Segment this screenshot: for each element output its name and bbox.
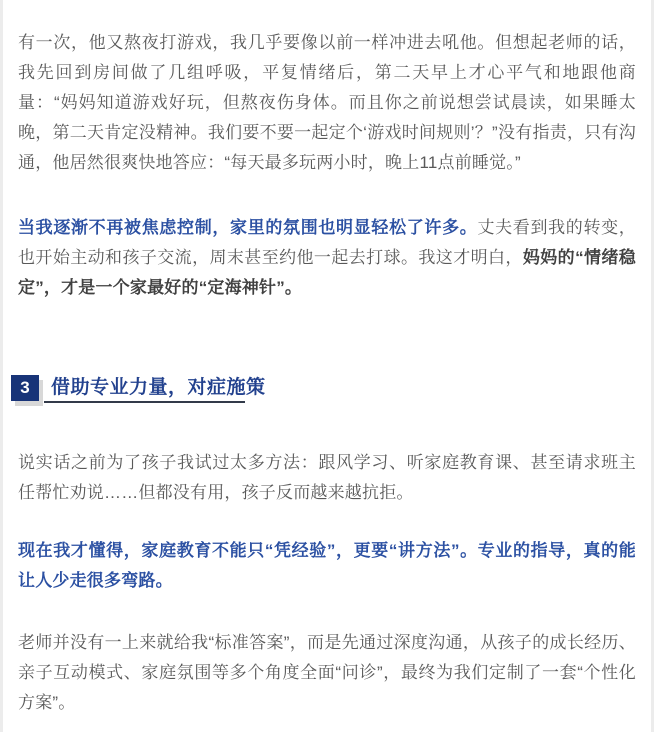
paragraph-tried-many-methods: 说实话之前为了孩子我试过太多方法：跟风学习、听家庭教育课、甚至请求班主任帮忙劝说……但都没有用，孩子反而越来越抗拒。: [18, 453, 636, 502]
article-content: [3, 0, 651, 718]
paragraph-game-rules-story: 有一次，他又熬夜打游戏，我几乎要像以前一样冲进去吼他。但想起老师的话，我先回到房间做了几组呼吸，平复情绪后，第二天早上才心平气和地跟他商量：“妈妈知道游戏好玩，但熬夜伤身体。而且你之前说想尝试晨读，如果睡太晚，第二天肯定没精神。我们要不要一起定个‘游戏时间规则’？”没有指责，只有沟通，他居然很爽快地答应：“每天最多玩两小时，晚上11点前睡觉。”: [18, 33, 636, 172]
emphasis-dark-text: 妈妈的“情绪稳定”，才是一个家最好的“定海神针”。: [18, 248, 636, 297]
paragraph-family-atmosphere: [18, 213, 636, 303]
regular-text: 丈夫看到我的转变，也开始主动和孩子交流，周末甚至约他一起去打球。我这才明白，: [18, 218, 636, 267]
paragraph-personalized-plan: 老师并没有一上来就给我“标准答案”，而是先通过深度沟通，从孩子的成长经历、亲子互动模式、家庭氛围等多个角度全面“问诊”，最终为我们定制了一套“个性化方案”。: [18, 633, 636, 712]
emphasis-blue-text: 当我逐渐不再被焦虑控制，家里的氛围也明显轻松了许多。: [18, 218, 478, 237]
section-heading: [11, 375, 636, 406]
section-number-badge: 3: [11, 375, 39, 401]
paragraph-emphasis-method: 现在我才懂得，家庭教育不能只“凭经验”，更要“讲方法”。专业的指导，真的能让人少走很多弯路。: [18, 541, 636, 590]
section-title: 借助专业力量，对症施策: [51, 377, 266, 398]
section-title-underline: [44, 401, 245, 403]
